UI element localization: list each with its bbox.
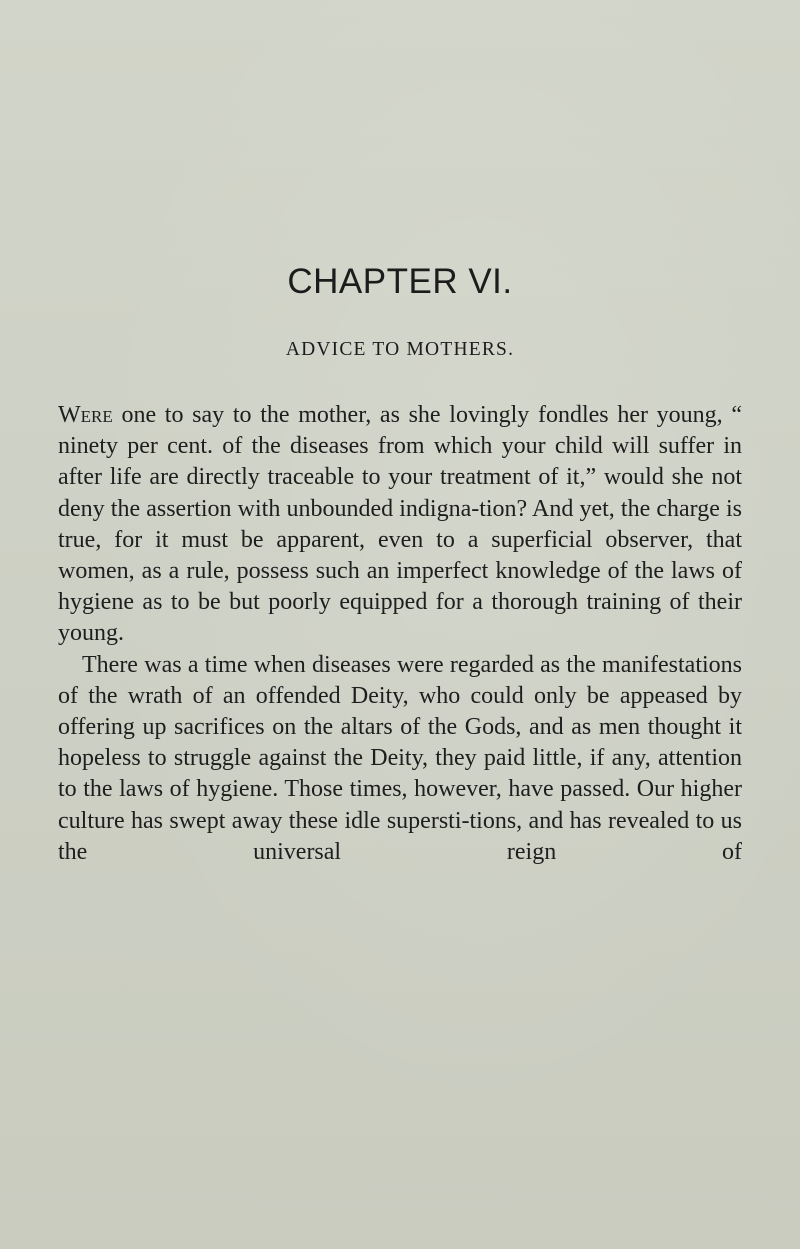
paragraph-1-text: one to say to the mother, as she lovingly fondles her young, “ ninety per cent. of the diseases from which your child will suffer in after life are directly traceable to your treatment of it,” would she not deny the assertion with unbounded indigna-tion? And yet, the charge is true, for it must be apparent, even to a superficial observer, that women, as a rule, possess such an imperfect knowledge of the laws of hygiene as to be but poorly equipped for a thorough training of their young. bbox=[58, 402, 742, 647]
body-text bbox=[58, 400, 742, 868]
section-title: ADVICE TO MOTHERS. bbox=[285, 339, 515, 360]
chapter-title: CHAPTER VI. bbox=[287, 262, 513, 301]
paragraph-1 bbox=[58, 400, 742, 650]
paragraph-1-lead-word: Were bbox=[58, 402, 113, 428]
paragraph-2: There was a time when diseases were regarded as the manifestations of the wrath of an offended Deity, who could only be appeased by offering up sacrifices on the altars of the Gods, and as men thought it hopeless to struggle against the Deity, they paid little, if any, attention to the laws of hygiene. Those times, however, have passed. Our higher culture has swept away these idle supersti-tions, and has revealed to us the universal reign of bbox=[58, 651, 742, 865]
